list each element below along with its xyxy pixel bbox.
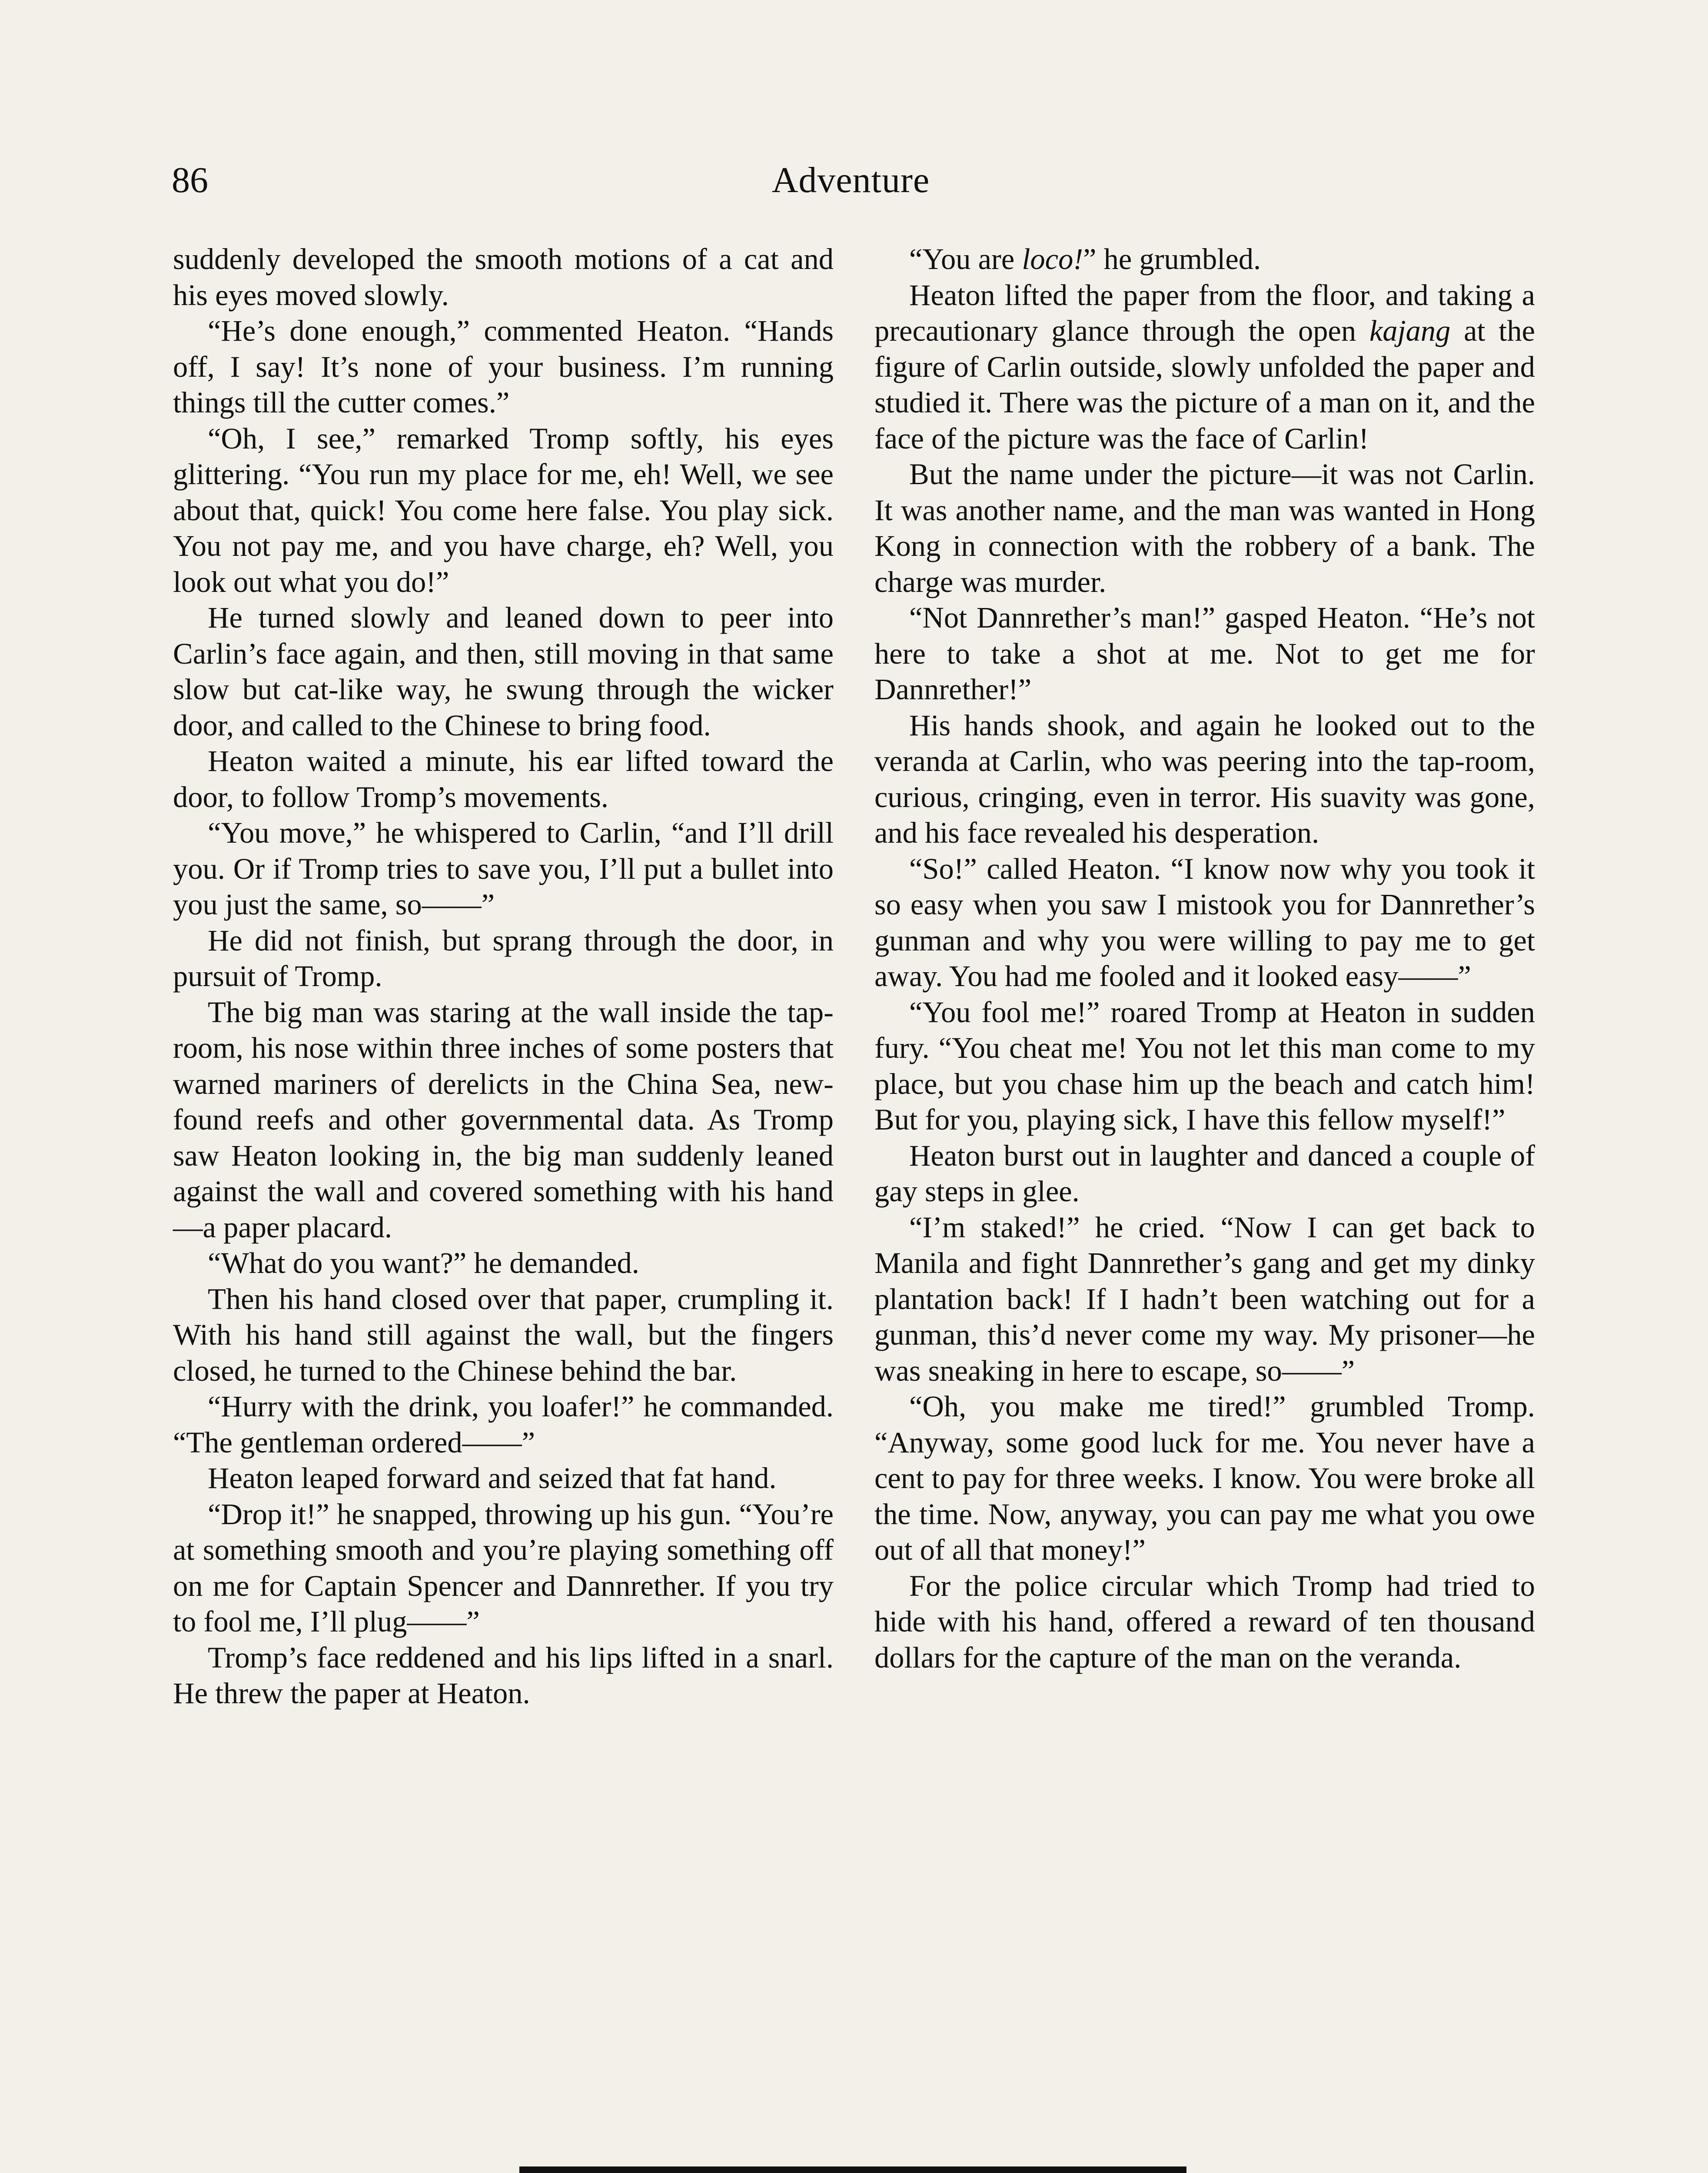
page-header	[172, 156, 1530, 213]
running-head: Adventure	[771, 160, 930, 200]
paragraph: “Hurry with the drink, you loafer!” he commanded. “The gentleman ordered——”	[173, 1390, 834, 1459]
paragraph: “He’s done enough,” commented Heaton. “Hands off, I say! It’s none of your business. I’m running things till the cutter comes.”	[173, 314, 834, 419]
paragraph: suddenly developed the smooth motions of a cat and his eyes moved slowly.	[173, 243, 834, 312]
paragraph-text: “You fool me!” roared Tromp at Heaton in sudden fury. “You cheat me! You not let this man come to my place, but you chase him up the beach and catch him! But for you, playing sick, I have this fellow myself!”	[874, 995, 1535, 1136]
paragraph	[874, 1209, 1535, 1389]
italic-word: kajang	[1369, 314, 1451, 347]
paragraph: He did not finish, but sprang through the door, in pursuit of Tromp.	[173, 924, 834, 993]
paragraph-text: For the police circular which Tromp had tried to hide with his hand, offered a reward of ten thousand dollars for the capture of the man on the veranda.	[874, 1569, 1535, 1674]
paragraph: “You move,” he whispered to Carlin, “and I’ll drill you. Or if Tromp tries to save you, I’ll put a bullet into you just the same, so——”	[173, 816, 834, 921]
paragraph-text: His hands shook, and again he looked out to the veranda at Carlin, who was peering into the tap-room, curious, cringing, even in terror. His suavity was gone, and his face revealed his desperation.	[874, 708, 1535, 849]
paragraph	[874, 851, 1535, 994]
paragraph: The big man was staring at the wall inside the tap-room, his nose within three inches of some posters that warned mariners of derelicts in the China Sea, new-found reefs and other governmental data. As Tromp saw Heaton looking in, the big man suddenly leaned against the wall and covered something with his hand—a paper placard.	[173, 995, 834, 1244]
paragraph: Then his hand closed over that paper, crumpling it. With his hand still against the wall, but the fingers closed, he turned to the Chinese behind the bar.	[173, 1282, 834, 1387]
paragraph: He turned slowly and leaned down to peer into Carlin’s face again, and then, still moving in that same slow but cat-like way, he swung through the wicker door, and called to the Chinese to bring food.	[173, 601, 834, 742]
paragraph-text: “Not Dannrether’s man!” gasped Heaton. “He’s not here to take a shot at me. Not to get me for Dannrether!”	[874, 601, 1535, 706]
paragraph	[874, 1138, 1535, 1209]
paragraph-text: ” he grumbled.	[1083, 243, 1261, 276]
paragraph-text: Heaton burst out in laughter and danced a couple of gay steps in glee.	[874, 1139, 1535, 1208]
paragraph-text: “Oh, you make me tired!” grumbled Tromp. “Anyway, some good luck for me. You never have a cent to pay for three weeks. I know. You were broke all the time. Now, anyway, you can pay me what you owe out of all that money!”	[874, 1390, 1535, 1566]
paragraph: Heaton waited a minute, his ear lifted toward the door, to follow Tromp’s movements.	[173, 744, 834, 814]
paragraph: Tromp’s face reddened and his lips lifted in a snarl. He threw the paper at Heaton.	[173, 1641, 834, 1710]
paragraph-text: Heaton lifted the paper from the floor, and taking a precautionary glance through the open	[874, 278, 1535, 347]
paragraph	[874, 241, 1535, 277]
paragraph	[874, 456, 1535, 600]
paragraph-text: “I’m staked!” he cried. “Now I can get back to Manila and fight Dannrether’s gang and get my dinky plantation back! If I hadn’t been watching out for a gunman, this’d never come my way. My prisoner—he was sneaking in here to escape, so——”	[874, 1210, 1535, 1387]
paragraph: “What do you want?” he demanded.	[208, 1246, 639, 1279]
paragraph-text: “You are	[909, 243, 1022, 276]
paragraph	[874, 1568, 1535, 1676]
paragraph-text: “So!” called Heaton. “I know now why you took it so easy when you saw I mistook you for Dannrether’s gunman and why you were willing to pay me to get away. You had me fooled and it looked easy——”	[874, 852, 1535, 993]
page-number: 86	[172, 160, 208, 200]
paragraph	[874, 600, 1535, 708]
paragraph	[874, 277, 1535, 457]
paragraph	[874, 994, 1535, 1138]
paragraph-text: But the name under the picture—it was not Carlin. It was another name, and the man was wanted in Hong Kong in connection with the robbery of a bank. The charge was murder.	[874, 458, 1535, 598]
paragraph: “Drop it!” he snapped, throwing up his gun. “You’re at something smooth and you’re playing something off on me for Captain Spencer and Dannrether. If you try to fool me, I’ll plug——”	[173, 1497, 834, 1638]
paragraph: Heaton leaped forward and seized that fat hand.	[208, 1462, 777, 1495]
paragraph	[874, 1389, 1535, 1568]
italic-word: loco!	[1022, 243, 1083, 276]
text-column-left	[173, 241, 834, 1711]
tailpiece-vignette-illustration	[519, 2166, 1186, 2173]
paragraph: “Oh, I see,” remarked Tromp softly, his eyes glittering. “You run my place for me, eh! Well, we see about that, quick! You come here false. You play sick. You not pay me, and you have charge, eh? Well, you look out what you do!”	[173, 422, 834, 598]
text-column-right	[874, 241, 1535, 1675]
paragraph	[874, 708, 1535, 851]
paragraph-text: at the figure of Carlin outside, slowly unfolded the paper and studied it. There was the picture of a man on it, and the face of the picture was the face of Carlin!	[874, 314, 1535, 455]
